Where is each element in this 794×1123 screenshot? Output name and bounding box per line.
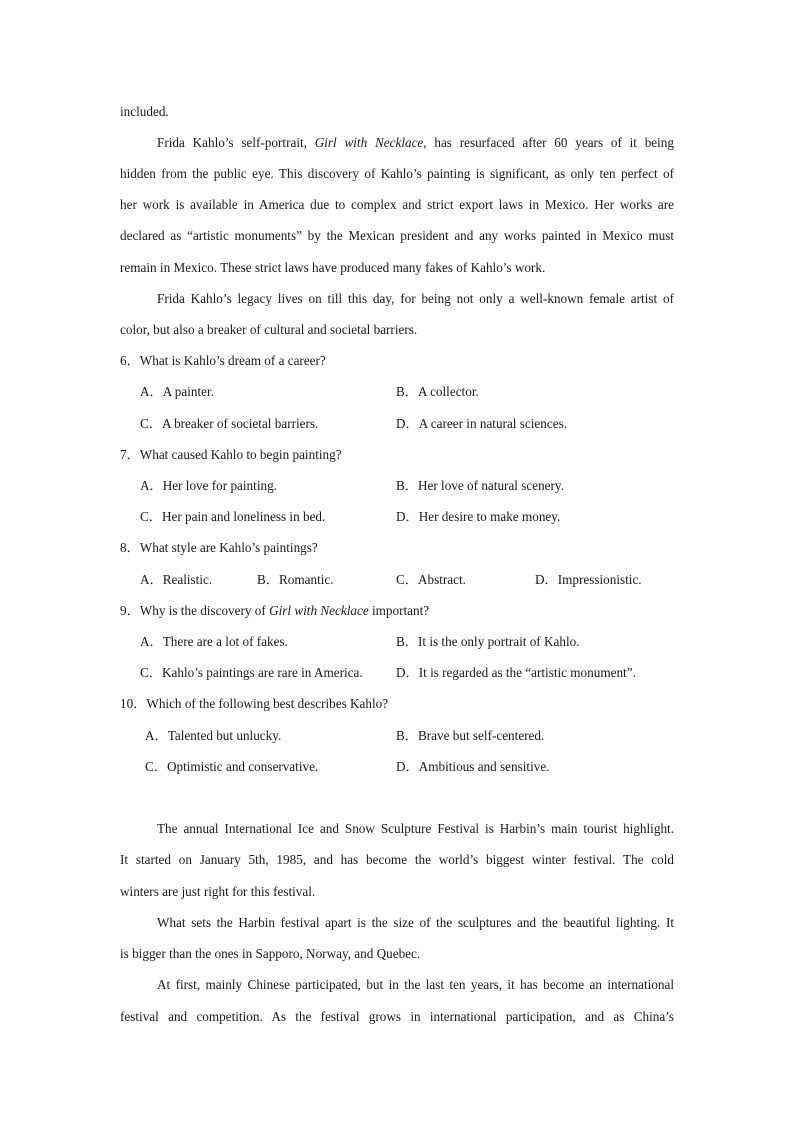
text-line: The annual International Ice and Snow Sculpture Festival is Harbin’s main tourist highlight.: [157, 821, 674, 836]
q6-option-b: B．A collector.: [396, 384, 479, 399]
q9-option-d: D．It is regarded as the “artistic monument”.: [396, 665, 636, 680]
question-8-stem: 8．What style are Kahlo’s paintings?: [120, 540, 318, 555]
q7-option-a: A．Her love for painting.: [140, 478, 277, 493]
q8-option-c: C．Abstract.: [396, 572, 466, 587]
text-line: What sets the Harbin festival apart is the size of the sculptures and the beautiful lighting. It: [157, 915, 674, 930]
text-line: It started on January 5th, 1985, and has become the world’s biggest winter festival. The cold: [120, 852, 674, 867]
q7-option-c: C．Her pain and loneliness in bed.: [140, 509, 326, 524]
q8-option-b: B．Romantic.: [257, 572, 334, 587]
text-line: color, but also a breaker of cultural and societal barriers.: [120, 322, 418, 337]
q7-option-b: B．Her love of natural scenery.: [396, 478, 564, 493]
q10-option-d: D．Ambitious and sensitive.: [396, 759, 550, 774]
q8-option-d: D．Impressionistic.: [535, 572, 642, 587]
question-7-stem: 7．What caused Kahlo to begin painting?: [120, 447, 342, 462]
q6-option-c: C．A breaker of societal barriers.: [140, 416, 319, 431]
q7-option-d: D．Her desire to make money.: [396, 509, 561, 524]
text-line: Frida Kahlo’s legacy lives on till this day, for being not only a well-known female artist of: [157, 291, 674, 306]
text-line: included.: [120, 104, 169, 119]
question-9-stem: 9．Why is the discovery of Girl with Necklace important?: [120, 603, 430, 618]
q10-option-a: A．Talented but unlucky.: [145, 728, 282, 743]
q10-option-b: B．Brave but self-centered.: [396, 728, 545, 743]
text-line: her work is available in America due to complex and strict export laws in Mexico. Her works are: [120, 197, 674, 212]
q9-option-a: A．There are a lot of fakes.: [140, 634, 288, 649]
painting-title: Girl with Necklace: [314, 135, 424, 150]
q6-option-a: A．A painter.: [140, 384, 214, 399]
q6-option-d: D．A career in natural sciences.: [396, 416, 567, 431]
q8-option-a: A．Realistic.: [140, 572, 213, 587]
text-line: hidden from the public eye. This discovery of Kahlo’s painting is significant, as only ten perfect of: [120, 166, 674, 181]
q9-option-c: C．Kahlo’s paintings are rare in America.: [140, 665, 363, 680]
text-line: At first, mainly Chinese participated, but in the last ten years, it has become an international: [157, 977, 674, 992]
question-10-stem: 10．Which of the following best describes Kahlo?: [120, 696, 389, 711]
question-6-stem: 6．What is Kahlo’s dream of a career?: [120, 353, 326, 368]
text-line: declared as “artistic monuments” by the Mexican president and any works painted in Mexico must: [120, 228, 674, 243]
text-line: Frida Kahlo’s self-portrait, Girl with Necklace, has resurfaced after 60 years of it being: [157, 135, 674, 150]
text-line: is bigger than the ones in Sapporo, Norway, and Quebec.: [120, 946, 421, 961]
text-line: winters are just right for this festival.: [120, 884, 316, 899]
text-line: remain in Mexico. These strict laws have produced many fakes of Kahlo’s work.: [120, 260, 546, 275]
q10-option-c: C．Optimistic and conservative.: [145, 759, 319, 774]
painting-title: Girl with Necklace: [269, 603, 369, 618]
q9-option-b: B．It is the only portrait of Kahlo.: [396, 634, 580, 649]
text-line: festival and competition. As the festival grows in international participation, and as China’s: [120, 1009, 674, 1024]
